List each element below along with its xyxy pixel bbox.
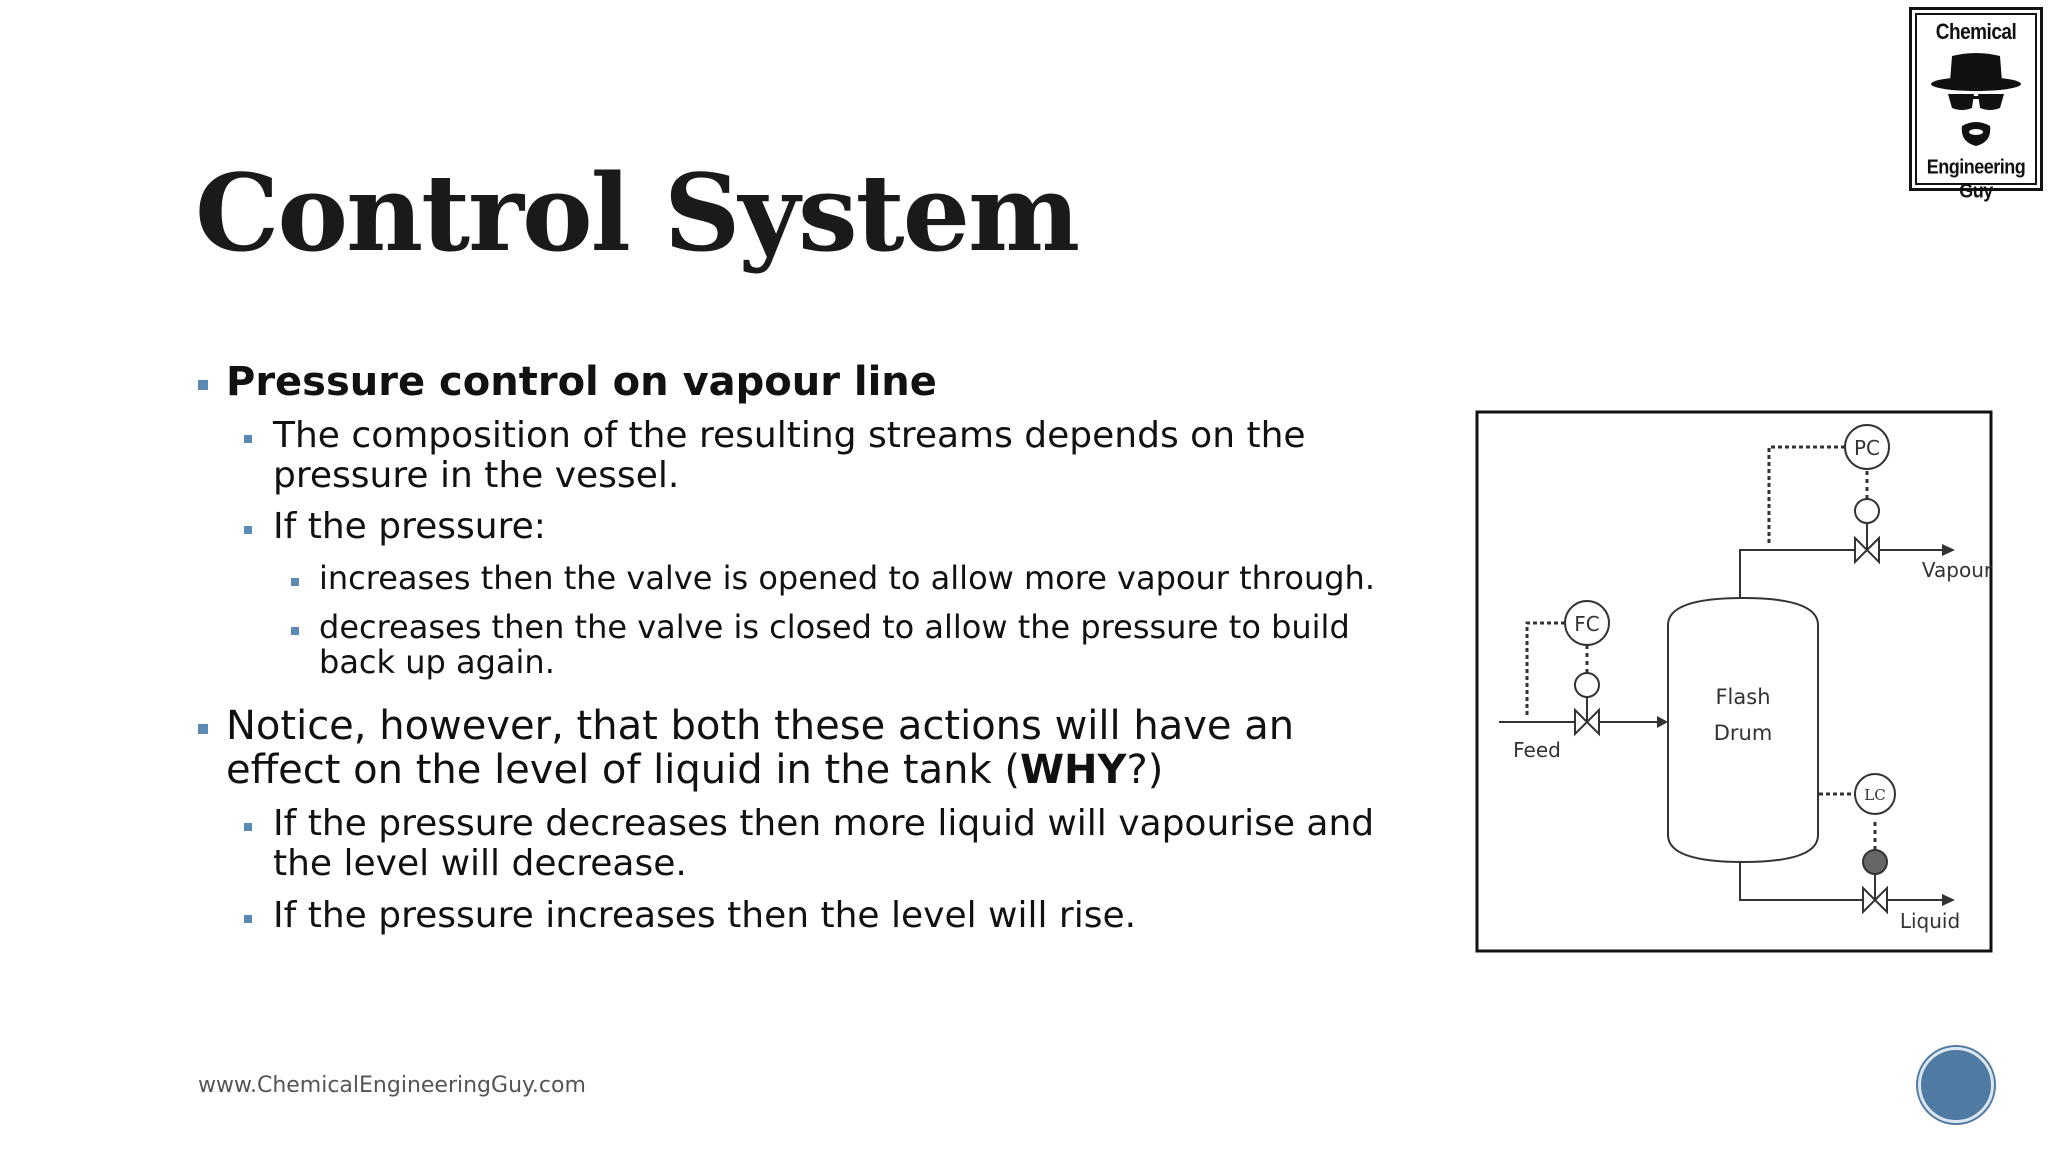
- bullet-marker: [244, 915, 252, 923]
- bullet-item: [196, 558, 1416, 597]
- slide-title: Control System: [195, 150, 1079, 275]
- bullet-text: decreases then the valve is closed to allow the pressure to build back up again.: [319, 607, 1350, 682]
- bullet-item: [196, 704, 1416, 792]
- pc-label: PC: [1853, 436, 1881, 460]
- bullet-marker: [291, 627, 299, 635]
- liquid-actuator: [1863, 850, 1887, 874]
- bullet-item: [196, 804, 1416, 883]
- bullet-text: The composition of the resulting streams depends on the pressure in the vessel.: [273, 415, 1306, 496]
- feed-actuator: [1575, 673, 1599, 697]
- bullet-marker: [291, 578, 299, 586]
- feed-label: Feed: [1513, 738, 1561, 762]
- bullet-item: [196, 416, 1416, 495]
- drum-label-bottom: Drum: [1713, 721, 1773, 745]
- slide-nav-button[interactable]: [1918, 1047, 1994, 1123]
- bullet-text: Pressure control on vapour line: [226, 359, 937, 405]
- bullet-marker: [244, 823, 252, 831]
- bullet-item: [196, 360, 1416, 404]
- logo-text-top: Chemical: [1935, 20, 2017, 45]
- vapour-label: Vapour: [1921, 558, 1993, 582]
- bullet-text: If the pressure:: [273, 506, 546, 548]
- bullet-marker: [244, 526, 252, 534]
- bullet-text: If the pressure decreases then more liquid will vapourise and the level will decrease.: [273, 803, 1375, 884]
- footer-url[interactable]: www.ChemicalEngineeringGuy.com: [198, 1073, 586, 1098]
- brand-logo: [1909, 7, 2043, 202]
- bullet-text: Notice, however, that both these actions will have an effect on the level of liquid in the tank (: [226, 703, 1295, 794]
- bullet-text: If the pressure increases then the level will rise.: [273, 894, 1137, 936]
- vapour-actuator: [1855, 499, 1879, 523]
- bullet-marker: [198, 724, 208, 734]
- bullet-marker: [244, 435, 252, 443]
- bullet-emphasis: WHY: [1019, 747, 1127, 794]
- bullet-item: [196, 507, 1416, 547]
- bullet-item: [196, 607, 1416, 682]
- bullet-text: increases then the valve is opened to allow more vapour through.: [319, 558, 1375, 597]
- bullet-text-end: ?): [1126, 747, 1164, 794]
- bullet-item: [196, 896, 1416, 936]
- bullet-marker: [198, 380, 208, 390]
- bullet-list: [196, 360, 1416, 935]
- lc-label: LC: [1864, 786, 1886, 804]
- drum-label-top: Flash: [1715, 685, 1771, 709]
- heisenberg-hat-icon: [1930, 52, 2022, 152]
- fc-label: FC: [1574, 612, 1600, 636]
- logo-text-bottom: Engineering Guy: [1926, 154, 2026, 202]
- liquid-label: Liquid: [1899, 909, 1961, 933]
- flash-drum-diagram: [1475, 410, 1993, 953]
